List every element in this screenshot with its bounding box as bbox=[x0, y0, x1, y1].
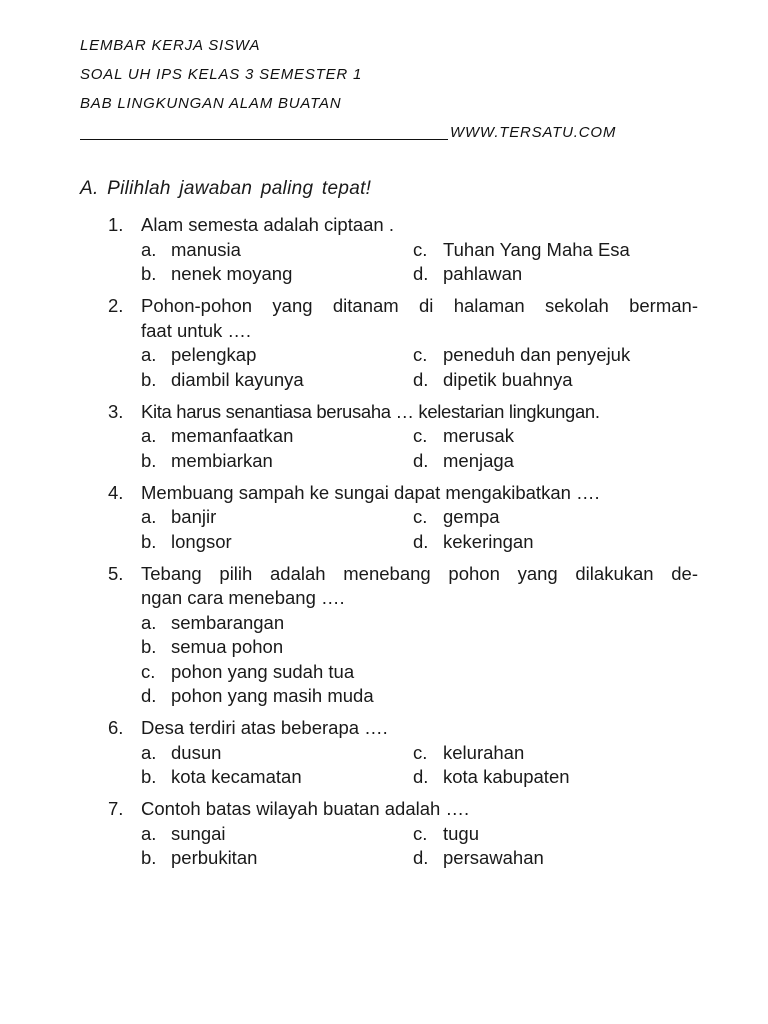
option-letter: a. bbox=[141, 425, 157, 446]
option-text: sembarangan bbox=[171, 611, 285, 633]
exam-title: SOAL UH IPS KELAS 3 SEMESTER 1 bbox=[80, 66, 363, 83]
option-b bbox=[141, 262, 413, 287]
option-letter: d. bbox=[413, 368, 429, 390]
option-b bbox=[141, 368, 413, 393]
option-text: kekeringan bbox=[443, 530, 534, 552]
option-letter: a. bbox=[141, 822, 157, 844]
site-url: WWW.TERSATU.COM bbox=[450, 124, 617, 141]
question-number: 7. bbox=[108, 798, 124, 819]
question-number: 2. bbox=[108, 295, 124, 316]
question-text: Membuang sampah ke sungai dapat mengakibatkan …. bbox=[141, 481, 600, 503]
question-7 bbox=[108, 797, 698, 871]
option-letter: d. bbox=[413, 847, 429, 868]
option-d bbox=[413, 846, 698, 871]
option-letter: c. bbox=[413, 822, 428, 844]
option-a bbox=[141, 741, 413, 766]
chapter-title: BAB LINGKUNGAN ALAM BUATAN bbox=[80, 95, 342, 112]
option-letter: d. bbox=[413, 449, 429, 471]
question-list bbox=[108, 213, 698, 878]
option-letter: b. bbox=[141, 636, 157, 657]
options bbox=[108, 238, 698, 287]
option-text: menjaga bbox=[443, 449, 514, 471]
question-3 bbox=[108, 400, 698, 474]
option-letter: c. bbox=[413, 238, 428, 260]
option-a bbox=[141, 424, 413, 449]
option-text: perbukitan bbox=[171, 847, 258, 868]
option-text: peneduh dan penyejuk bbox=[443, 344, 631, 365]
option-c bbox=[141, 660, 698, 685]
option-letter: a. bbox=[141, 611, 157, 633]
option-c bbox=[413, 505, 698, 530]
option-text: tugu bbox=[443, 822, 480, 844]
question-text-cont: faat untuk …. bbox=[141, 319, 252, 341]
option-d bbox=[413, 530, 698, 555]
option-letter: c. bbox=[413, 344, 428, 365]
question-text-cont: ngan cara menebang …. bbox=[141, 587, 345, 608]
options bbox=[108, 741, 698, 790]
question-number: 3. bbox=[108, 400, 124, 422]
option-letter: a. bbox=[141, 741, 157, 763]
option-text: Tuhan Yang Maha Esa bbox=[443, 238, 630, 260]
option-c bbox=[413, 424, 698, 449]
question-text: Alam semesta adalah ciptaan . bbox=[141, 214, 394, 235]
option-letter: c. bbox=[413, 506, 428, 527]
question-5 bbox=[108, 562, 698, 709]
option-letter: b. bbox=[141, 449, 157, 471]
option-letter: b. bbox=[141, 263, 157, 284]
option-letter: b. bbox=[141, 530, 157, 552]
option-c bbox=[413, 238, 698, 263]
option-letter: a. bbox=[141, 238, 157, 260]
option-text: pahlawan bbox=[443, 263, 523, 284]
section-title: A. Pilihlah jawaban paling tepat! bbox=[80, 178, 372, 199]
option-a bbox=[141, 238, 413, 263]
option-text: diambil kayunya bbox=[171, 368, 304, 390]
option-d bbox=[413, 449, 698, 474]
options bbox=[108, 424, 698, 473]
option-text: pohon yang sudah tua bbox=[171, 660, 355, 682]
option-letter: a. bbox=[141, 506, 157, 527]
option-text: kelurahan bbox=[443, 741, 525, 763]
option-text: merusak bbox=[443, 425, 514, 446]
question-number: 4. bbox=[108, 481, 124, 503]
option-text: dipetik buahnya bbox=[443, 368, 573, 390]
question-6 bbox=[108, 716, 698, 790]
option-b bbox=[141, 635, 698, 660]
option-text: semua pohon bbox=[171, 636, 284, 657]
options bbox=[108, 611, 698, 709]
option-text: membiarkan bbox=[171, 449, 273, 471]
option-c bbox=[413, 741, 698, 766]
options bbox=[108, 505, 698, 554]
question-2 bbox=[108, 294, 698, 392]
options bbox=[108, 343, 698, 392]
option-b bbox=[141, 846, 413, 871]
option-d bbox=[141, 684, 698, 709]
question-text: Pohon-pohon yang ditanam di halaman sekolah berman- bbox=[141, 295, 698, 316]
option-letter: c. bbox=[413, 741, 428, 763]
option-text: memanfaatkan bbox=[171, 425, 294, 446]
option-letter: c. bbox=[413, 425, 428, 446]
question-text: Kita harus senantiasa berusaha … kelestarian lingkungan. bbox=[141, 400, 600, 422]
question-text: Tebang pilih adalah menebang pohon yang dilakukan de- bbox=[141, 562, 698, 584]
option-a bbox=[141, 822, 413, 847]
question-1 bbox=[108, 213, 698, 287]
options bbox=[108, 822, 698, 871]
worksheet-header bbox=[80, 31, 616, 147]
option-letter: b. bbox=[141, 847, 157, 868]
option-letter: b. bbox=[141, 766, 157, 787]
option-d bbox=[413, 765, 698, 790]
question-text: Desa terdiri atas beberapa …. bbox=[141, 717, 388, 738]
option-letter: d. bbox=[413, 263, 429, 284]
option-c bbox=[413, 343, 698, 368]
option-text: kota kabupaten bbox=[443, 766, 570, 787]
option-text: longsor bbox=[171, 530, 232, 552]
option-d bbox=[413, 262, 698, 287]
option-letter: d. bbox=[413, 766, 429, 787]
option-d bbox=[413, 368, 698, 393]
option-a bbox=[141, 343, 413, 368]
question-text: Contoh batas wilayah buatan adalah …. bbox=[141, 798, 470, 819]
option-text: manusia bbox=[171, 238, 241, 260]
option-b bbox=[141, 530, 413, 555]
option-letter: a. bbox=[141, 344, 157, 365]
question-number: 1. bbox=[108, 214, 124, 235]
underline-rule bbox=[80, 139, 448, 140]
option-text: persawahan bbox=[443, 847, 544, 868]
option-letter: d. bbox=[413, 530, 429, 552]
option-letter: b. bbox=[141, 368, 157, 390]
option-b bbox=[141, 449, 413, 474]
option-text: pohon yang masih muda bbox=[171, 685, 374, 706]
site-row bbox=[80, 118, 616, 147]
question-number: 5. bbox=[108, 562, 124, 584]
option-text: banjir bbox=[171, 506, 217, 527]
question-number: 6. bbox=[108, 717, 124, 738]
option-b bbox=[141, 765, 413, 790]
option-letter: c. bbox=[141, 660, 156, 682]
question-4 bbox=[108, 481, 698, 555]
option-text: gempa bbox=[443, 506, 500, 527]
option-text: sungai bbox=[171, 822, 226, 844]
option-text: dusun bbox=[171, 741, 222, 763]
option-text: pelengkap bbox=[171, 344, 257, 365]
option-a bbox=[141, 611, 698, 636]
option-c bbox=[413, 822, 698, 847]
option-text: nenek moyang bbox=[171, 263, 293, 284]
worksheet-title: LEMBAR KERJA SISWA bbox=[80, 37, 261, 54]
option-letter: d. bbox=[141, 685, 157, 706]
option-text: kota kecamatan bbox=[171, 766, 302, 787]
option-a bbox=[141, 505, 413, 530]
